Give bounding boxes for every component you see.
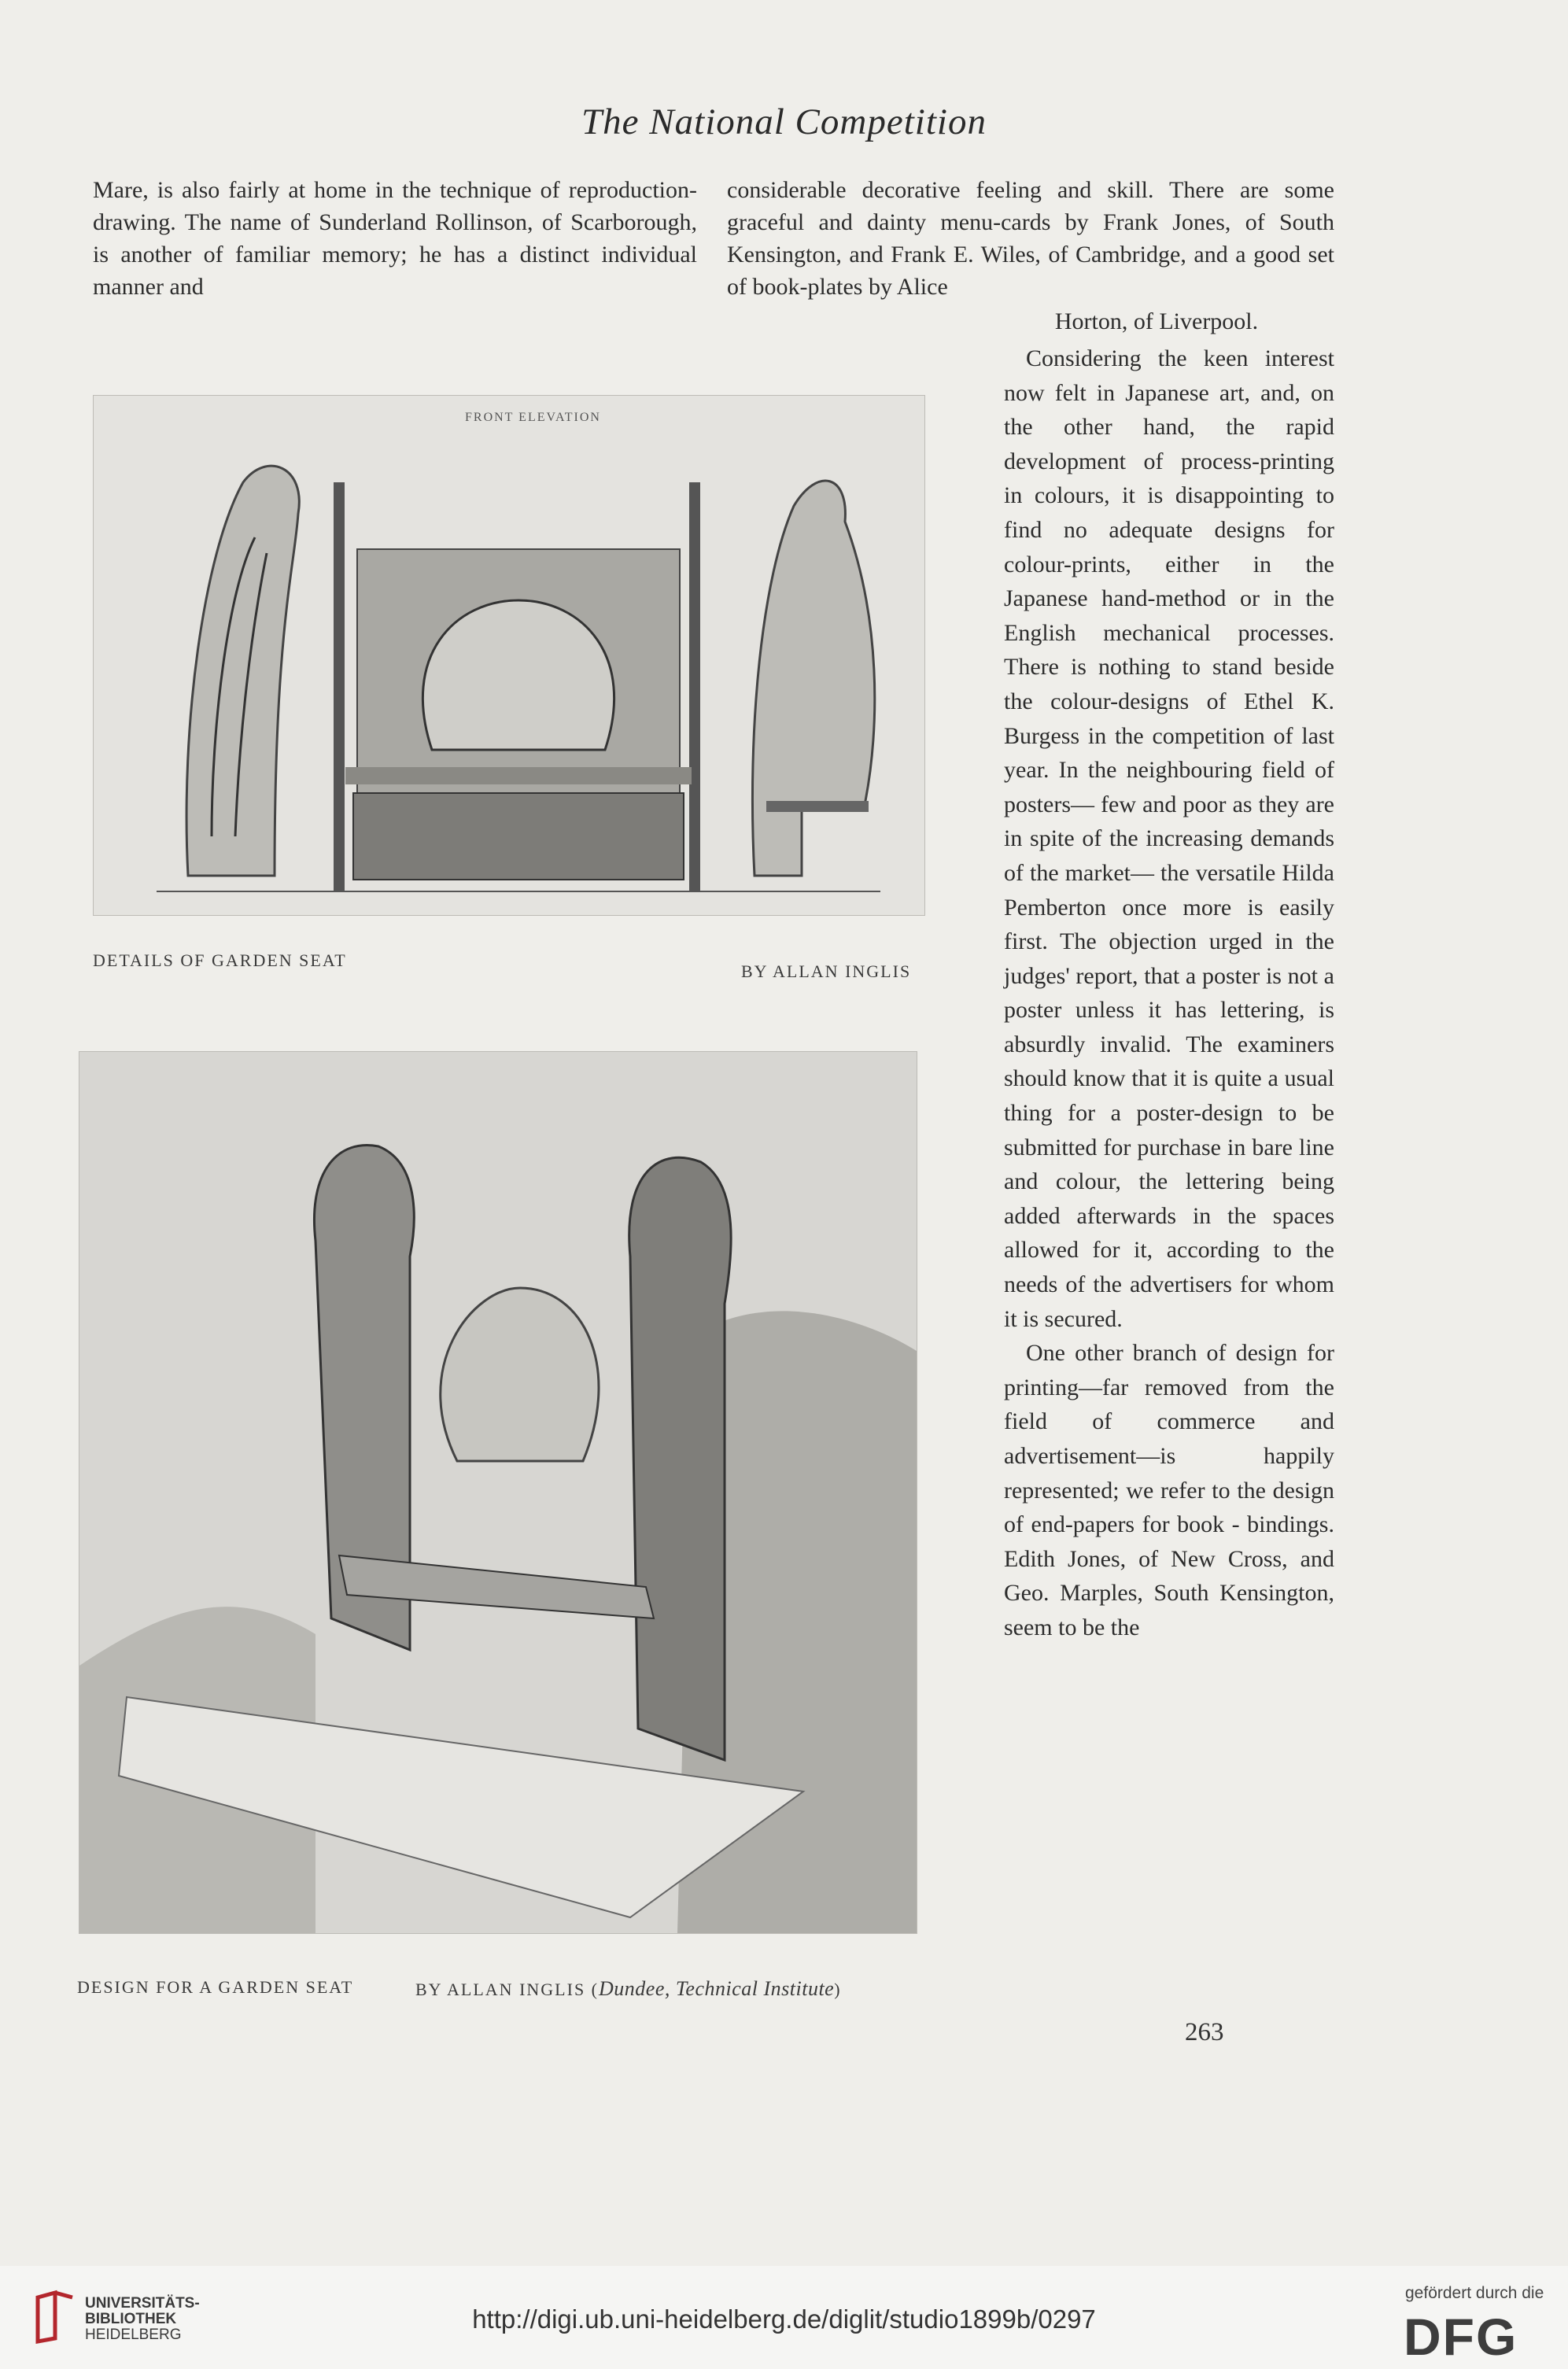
figure-garden-seat-details bbox=[93, 395, 925, 916]
right-intro-text: considerable decorative feeling and skill. There are some graceful and dainty menu-cards by Frank Jones, of South Kensington, and Frank E. Wiles, of Cambridge, and a good set of book-plates by Alice bbox=[727, 177, 1334, 300]
funded-by-label: gefördert durch die bbox=[1405, 2284, 1544, 2302]
front-elevation-label: FRONT ELEVATION bbox=[465, 411, 601, 424]
perspective-drawing bbox=[79, 1052, 917, 1933]
figure2-caption-title: DESIGN FOR A GARDEN SEAT bbox=[77, 1977, 354, 1997]
paragraph-2: One other branch of design for printing—far removed from the field of commerce and advertisement—is happily represented; we refer to the design of end-papers for book - bindings. Edith Jones, of New Cross, and Geo. Marples, South Kensington, seem to be the bbox=[1004, 1340, 1334, 1640]
figure2-caption-credit: BY ALLAN INGLIS (Dundee, Technical Institute) bbox=[415, 1977, 842, 2000]
page-number: 263 bbox=[1185, 2018, 1224, 2046]
right-intro-tail: Horton, of Liverpool. bbox=[1054, 308, 1259, 334]
source-url-link[interactable]: http://digi.ub.uni-heidelberg.de/diglit/studio1899b/0297 bbox=[472, 2304, 1096, 2334]
library-name: UNIVERSITÄTS- BIBLIOTHEK HEIDELBERG bbox=[85, 2295, 200, 2343]
paragraph-1: Considering the keen interest now felt in Japanese art, and, on the other hand, the rapid development of process-printing in colours, it is disappointing to find no adequate designs for colour-prints, either in the Japanese hand-method or in the English mechanical processes. There is nothing to stand beside the colour-designs of Ethel K. Burgess in the competition of last year. In the neighbouring field of posters— few and poor as they are in spite of the increasing demands of the market— the versatile Hilda Pemberton once more is easily first. The objection urged in the judges' report, that a poster is not a poster unless it has lettering, is absurdly invalid. The examiners should know that it is quite a usual thing for a poster-design to be submitted for purchase in bare line and colour, the lettering being added afterwards in the spaces allowed for it, according to the needs of the advertisers for whom it is secured. bbox=[1004, 345, 1334, 1332]
dfg-logo: DFG bbox=[1404, 2308, 1518, 2366]
running-title: The National Competition bbox=[581, 101, 987, 142]
left-intro-text: Mare, is also fairly at home in the technique of reproduction-drawing. The name of Sunderland Rollinson, of Scarborough, is another of familiar memory; he has a distinct individual manner and bbox=[93, 177, 697, 300]
figure-garden-seat-design bbox=[79, 1051, 917, 1934]
figure1-caption-credit: BY ALLAN INGLIS bbox=[741, 961, 912, 981]
right-column-text bbox=[1004, 341, 1334, 1645]
elevation-drawing bbox=[94, 396, 924, 915]
figure1-caption-title: DETAILS OF GARDEN SEAT bbox=[93, 950, 347, 970]
